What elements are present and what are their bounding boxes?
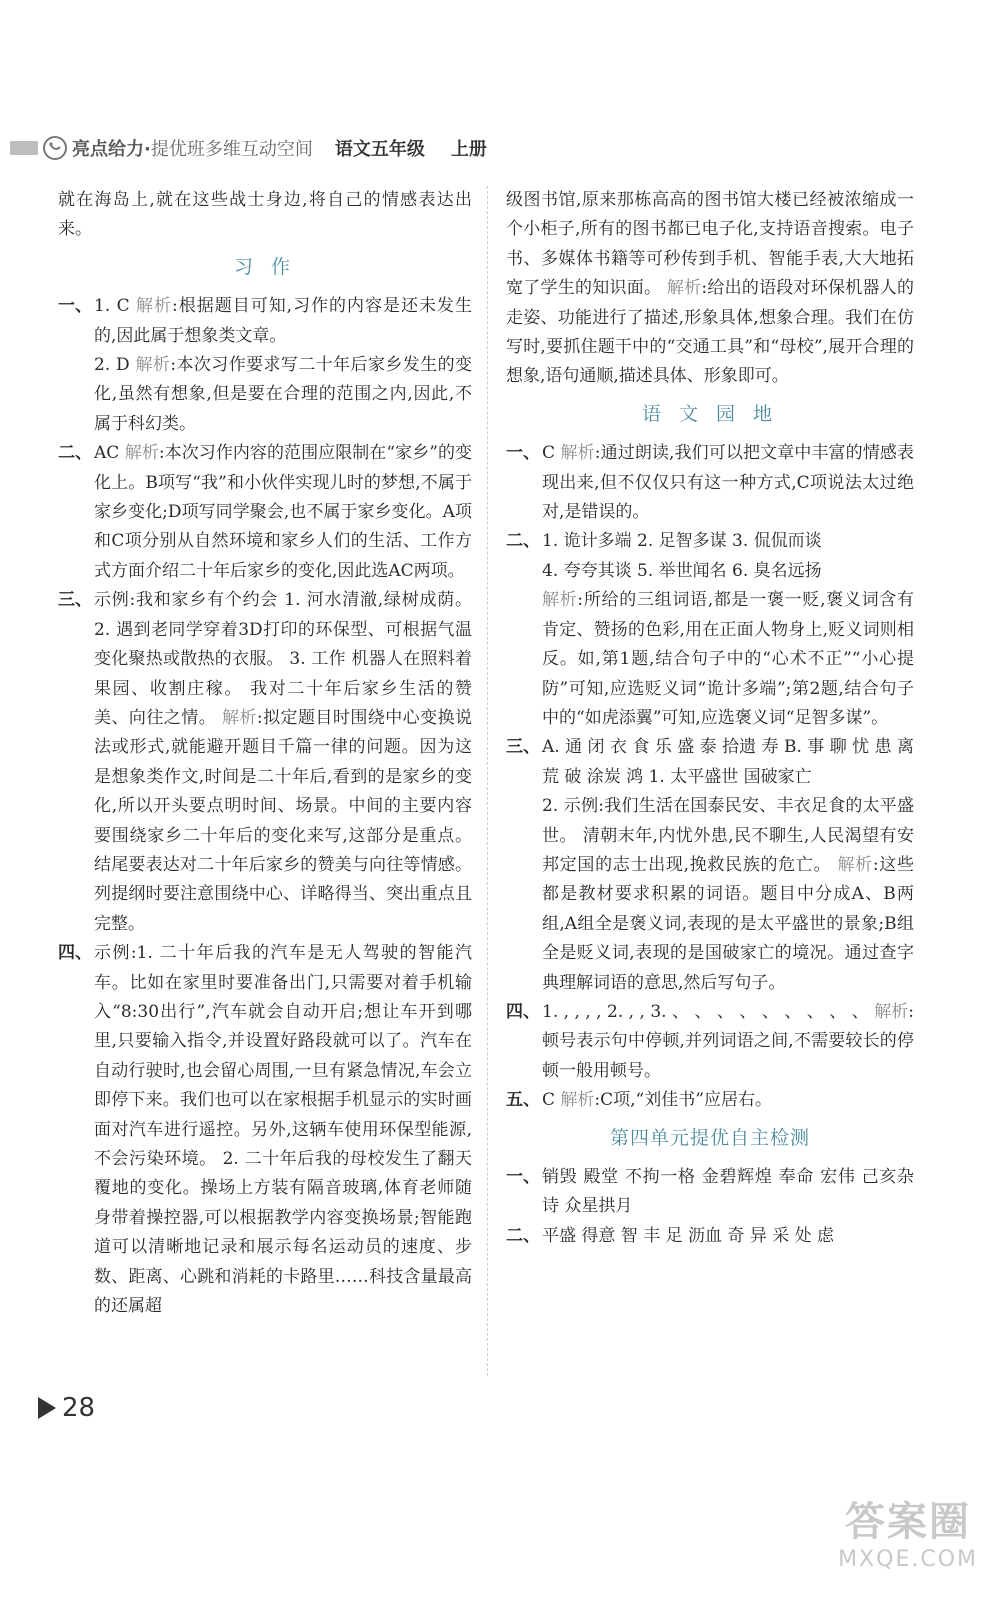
analysis-text: :通过朗读,我们可以把文章中丰富的情感表现出来,但不仅仅只有这一种方式,C项说法太过绝对,是错误的。 <box>542 443 915 523</box>
analysis-label: 解析 <box>837 854 873 875</box>
answer-text: 平盛 得意 智 丰 足 沥血 奇 异 采 处 虑 <box>542 1225 835 1246</box>
page-number <box>38 1393 95 1423</box>
header-volume: 上册 <box>450 139 487 160</box>
answer: C <box>542 443 556 464</box>
q-number: 二、 <box>506 1225 540 1246</box>
q-number: 二、 <box>58 443 92 464</box>
writing-q3 <box>58 586 472 939</box>
writing-q4 <box>58 939 472 1321</box>
analysis-label: 解析 <box>136 296 173 317</box>
q-number: 五、 <box>506 1090 540 1111</box>
corner-watermark-bottom: MXQE.COM <box>838 1547 978 1572</box>
analysis-text: :根据题目可知,习作的内容是还未发生的,因此属于想象类文章。 <box>94 296 472 346</box>
garden-q4 <box>506 998 914 1086</box>
analysis-text: :本次习作要求写二十年后家乡发生的变化,虽然有想象,但是要在合理的范围之内,因此,不属于科幻类。 <box>94 355 473 434</box>
analysis-label: 解析 <box>874 1001 909 1022</box>
analysis-text: :本次习作内容的范围应限制在“家乡”的变化上。B项写“我”和小伙伴实现儿时的梦想,不属于家乡变化;D项写同学聚会,也不属于家乡变化。A项和C项分别从自然环境和家乡人们的生活、工作方式方面介绍二十年后家乡的变化,因此选AC两项。 <box>94 443 473 581</box>
analysis-text: :给出的语段对环保机器人的走姿、功能进行了描述,形象具体,想象合理。我们在仿写时,要抓住题干中的“交通工具”和“母校”,展开合理的想象,语句通顺,描述具体、形象即可。 <box>506 278 915 387</box>
page-header <box>10 128 610 168</box>
continued-paragraph <box>506 186 914 392</box>
analysis-text: :C项,“刘佳书”应居右。 <box>594 1090 772 1111</box>
chat-bubble-icon <box>42 135 68 161</box>
answer-text: 示例:1. 二十年后我的汽车是无人驾驶的智能汽车。比如在家里时要准备出门,只需要对着手机输入“8:30出行”,汽车就会自动开启;想让车开到哪里,只要输入指令,并设置好路段就可以了。汽车在自动行驶时,也会留心周围,一旦有紧急情况,车会立即停下来。我们也可以在家根据手机显示的实时画面对汽车进行遥控。另外,这辆车使用环保型能源,不会污染环境。 2. 二十年后我的母校发生了翻天覆地的变化。操场上方装有隔音玻璃,体育老师随身带着操控器,可以根据教学内容变换场景;智能跑道可以清晰地记录和展示每名运动员的速度、步数、距离、心跳和消耗的卡路里……科技含量最高的还属超 <box>94 943 472 1317</box>
answer: 1. C <box>94 296 130 317</box>
garden-q2 <box>506 527 914 733</box>
q-number: 四、 <box>506 1001 540 1022</box>
q-number: 一、 <box>506 1167 540 1187</box>
analysis-label: 解析 <box>560 1090 595 1111</box>
analysis-label: 解析 <box>542 590 578 611</box>
analysis-text: :所给的三组词语,都是一褒一贬,褒义词含有肯定、赞扬的色彩,用在正面人物身上,贬义词则相反。如,第1题,结合句子中的“心术不正”“小心提防”可知,应选贬义词“诡计多端”;第2题,结合句子中的“如虎添翼”可知,应选褒义词“足智多谋”。 <box>542 590 914 728</box>
q-number: 三、 <box>58 590 92 611</box>
answer-text: 销毁 殿堂 不拘一格 金碧辉煌 奉命 宏伟 己亥杂诗 众星拱月 <box>542 1167 914 1217</box>
header-bar-decoration <box>10 141 38 155</box>
page-number-text: 28 <box>62 1393 96 1423</box>
answer: C <box>542 1090 556 1111</box>
column-divider <box>487 186 488 1376</box>
analysis-label: 解析 <box>666 278 702 299</box>
q-number: 一、 <box>506 443 540 464</box>
q-number: 一、 <box>58 296 92 317</box>
intro-paragraph: 就在海岛上,就在这些战士身边,将自己的情感表达出来。 <box>58 190 472 240</box>
analysis-label: 解析 <box>222 707 257 728</box>
analysis-text: :顿号表示句中停顿,并列词语之间,不需要较长的停顿一般用顿号。 <box>542 1001 914 1081</box>
analysis-label: 解析 <box>135 355 171 376</box>
answer-line-1: 1. 诡计多端 2. 足智多谋 3. 侃侃而谈 <box>542 531 822 552</box>
right-column <box>506 186 914 1251</box>
section-title-writing: 习 作 <box>233 255 297 278</box>
q-number: 三、 <box>506 737 540 758</box>
analysis-text: :这些都是教材要求积累的词语。题目中分成A、B两组,A组全是褒义词,表现的是太平盛世的景象;B组全是贬义词,表现的是国破家亡的境况。通过查字典理解词语的意思,然后写句子。 <box>542 854 915 993</box>
garden-q3 <box>506 733 914 998</box>
answer: AC <box>94 443 120 464</box>
garden-q1 <box>506 439 914 527</box>
writing-q1 <box>58 292 472 351</box>
answer-text: 示例:我和家乡有个约会 1. 河水清澈,绿树成荫。 2. 遇到老同学穿着3D打印的环保型、可根据气温变化聚热或散热的衣服。 3. 工作 机器人在照料着果园、收割庄稼。 我对二十年后家乡生活的赞美、向往之情。 <box>94 590 472 728</box>
writing-q1-2 <box>58 351 472 439</box>
header-brand: 亮点给力· <box>72 139 151 160</box>
section-title-unit-test: 第四单元提优自主检测 <box>609 1126 810 1149</box>
analysis-text: :拟定题目时围绕中心变换说法或形式,就能避开题目千篇一律的问题。因为这是想象类作文,时间是二十年后,看到的是家乡的变化,所以开头要点明时间、场景。中间的主要内容要围绕家乡二十年后的变化来写,这部分是重点。结尾要表达对二十年后家乡的赞美与向往等情感。列提纲时要注意围绕中心、详略得当、突出重点且完整。 <box>94 707 473 934</box>
answer: 2. D <box>94 355 130 376</box>
header-subtitle: 提优班多维互动空间 <box>150 139 313 160</box>
q-number: 四、 <box>58 943 92 964</box>
analysis-label: 解析 <box>560 443 595 464</box>
continued-text: 级图书馆,原来那栋高高的图书馆大楼已经被浓缩成一个小柜子,所有的图书都已电子化,支持语音搜索。电子书、多媒体书籍等可秒传到手机、智能手表,大大地拓宽了学生的知识面。 <box>506 190 914 299</box>
q-number: 二、 <box>506 531 540 552</box>
garden-q5 <box>506 1086 914 1115</box>
answer-text: 1. , , , , 2. , , 3. 、 、 、 、 、 、 、 、 、 <box>542 1001 869 1022</box>
section-title-garden: 语 文 园 地 <box>641 402 779 425</box>
example-text: 2. 示例:我们生活在国泰民安、丰衣足食的太平盛世。 清朝末年,内忧外患,民不聊生,人民渴望有安邦定国的志士出现,挽救民族的危亡。 <box>542 796 914 875</box>
left-column <box>58 186 472 1321</box>
writing-q2 <box>58 439 472 586</box>
answer-text: A. 通 闭 衣 食 乐 盛 泰 拾遗 寿 B. 事 聊 忧 患 离 荒 破 涂炭 鸿 1. 太平盛世 国破家亡 <box>542 737 914 787</box>
test-q1 <box>506 1163 914 1222</box>
play-triangle-icon <box>38 1397 56 1419</box>
corner-watermark-logo <box>838 1490 978 1572</box>
corner-watermark-top: 答案圈 <box>845 1499 972 1545</box>
answer-line-2: 4. 夸夸其谈 5. 举世闻名 6. 臭名远扬 <box>542 560 822 581</box>
header-subject: 语文五年级 <box>334 139 425 160</box>
test-q2 <box>506 1222 914 1251</box>
analysis-label: 解析 <box>124 443 159 464</box>
